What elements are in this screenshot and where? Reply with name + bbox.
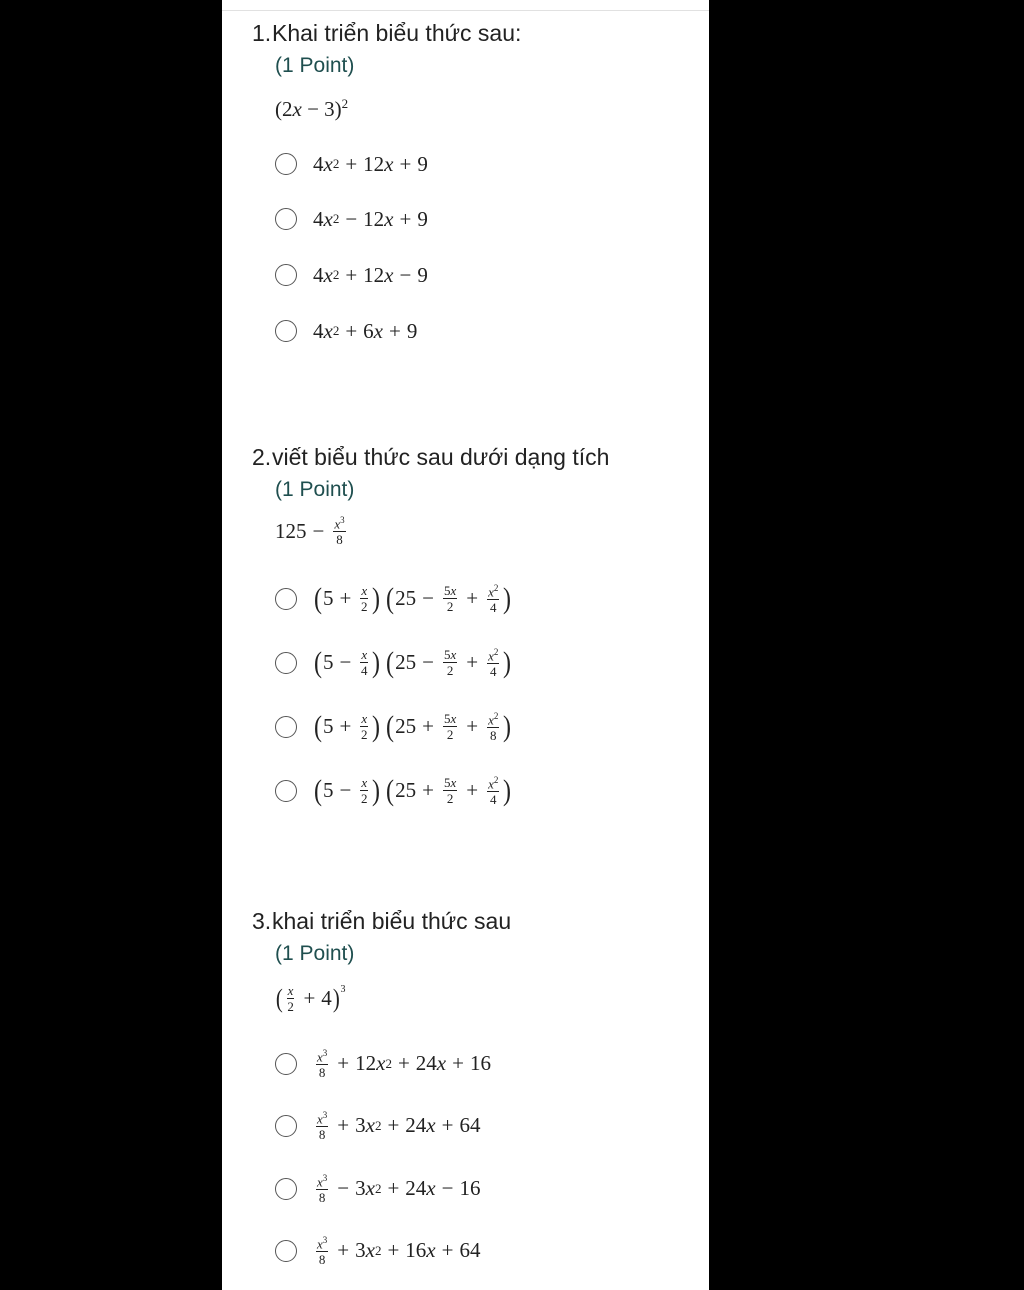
option-math: $\frac{x^3}{8}$ − 3 x 2 + 24 x − 16 xyxy=(317,1172,481,1206)
radio-button[interactable] xyxy=(275,716,297,738)
answer-option[interactable] xyxy=(275,314,417,348)
question-expression: 125 − $\frac{x^3}{8}$ xyxy=(275,515,345,548)
answer-option[interactable] xyxy=(275,710,512,744)
option-math: $\frac{x^3}{8}$ + 3 x 2 + 16 x + 64 xyxy=(317,1234,481,1268)
radio-button[interactable] xyxy=(275,780,297,802)
radio-button[interactable] xyxy=(275,1115,297,1137)
question-points: (1 Point) xyxy=(275,54,355,77)
radio-button[interactable] xyxy=(275,153,297,175)
answer-option[interactable] xyxy=(275,1172,480,1206)
radio-button[interactable] xyxy=(275,652,297,674)
answer-option[interactable] xyxy=(275,646,512,680)
answer-option[interactable] xyxy=(275,1234,480,1268)
answer-option[interactable] xyxy=(275,1109,480,1143)
option-math: ( 5 − $\frac{x}{4}$ ) ( 25 − $\frac{5x}{2}$ + $\frac{x^2}{4}$ ) xyxy=(314,645,512,680)
radio-button[interactable] xyxy=(275,1240,297,1262)
option-math: ( 5 + $\frac{x}{2}$ ) ( 25 + $\frac{5x}{2}$ + $\frac{x^2}{8}$ ) xyxy=(314,709,512,744)
radio-button[interactable] xyxy=(275,1178,297,1200)
question-text: viết biểu thức sau dưới dạng tích xyxy=(272,444,610,470)
option-math: 4 x 2 + 6 x + 9 xyxy=(313,318,418,343)
option-math: 4 x 2 + 12 x − 9 xyxy=(313,262,428,287)
answer-option[interactable] xyxy=(275,147,428,181)
radio-button[interactable] xyxy=(275,320,297,342)
question-text: Khai triển biểu thức sau: xyxy=(272,20,522,46)
radio-button[interactable] xyxy=(275,1053,297,1075)
answer-option[interactable] xyxy=(275,774,512,808)
answer-option[interactable] xyxy=(275,258,428,292)
answer-option[interactable] xyxy=(275,582,512,616)
option-math: $\frac{x^3}{8}$ + 3 x 2 + 24 x + 64 xyxy=(317,1109,481,1143)
radio-button[interactable] xyxy=(275,264,297,286)
radio-button[interactable] xyxy=(275,208,297,230)
question-points: (1 Point) xyxy=(275,942,355,965)
option-math: 4 x 2 − 12 x + 9 xyxy=(313,206,428,231)
question-text: khai triển biểu thức sau xyxy=(272,908,512,934)
question-points: (1 Point) xyxy=(275,478,355,501)
question-title xyxy=(252,20,521,47)
question-expression: ( $\frac{x}{2}$ + 4 ) $^3$ xyxy=(275,983,346,1014)
radio-button[interactable] xyxy=(275,588,297,610)
quiz-form-panel xyxy=(222,0,709,1290)
answer-option[interactable] xyxy=(275,202,428,236)
option-math: 4 x 2 + 12 x + 9 xyxy=(313,151,428,176)
question-number: 1. xyxy=(252,20,272,46)
top-divider xyxy=(222,10,709,11)
option-math: $\frac{x^3}{8}$ + 12 x 2 + 24 x + 16 xyxy=(317,1047,491,1081)
question-number: 2. xyxy=(252,444,272,470)
option-math: ( 5 + $\frac{x}{2}$ ) ( 25 − $\frac{5x}{2}$ + $\frac{x^2}{4}$ ) xyxy=(314,581,512,616)
question-title xyxy=(252,444,609,471)
question-expression: $(2x - 3)^2$ xyxy=(275,96,349,121)
question-title xyxy=(252,908,511,935)
option-math: ( 5 − $\frac{x}{2}$ ) ( 25 + $\frac{5x}{2}$ + $\frac{x^2}{4}$ ) xyxy=(314,773,512,808)
answer-option[interactable] xyxy=(275,1047,491,1081)
question-number: 3. xyxy=(252,908,272,934)
